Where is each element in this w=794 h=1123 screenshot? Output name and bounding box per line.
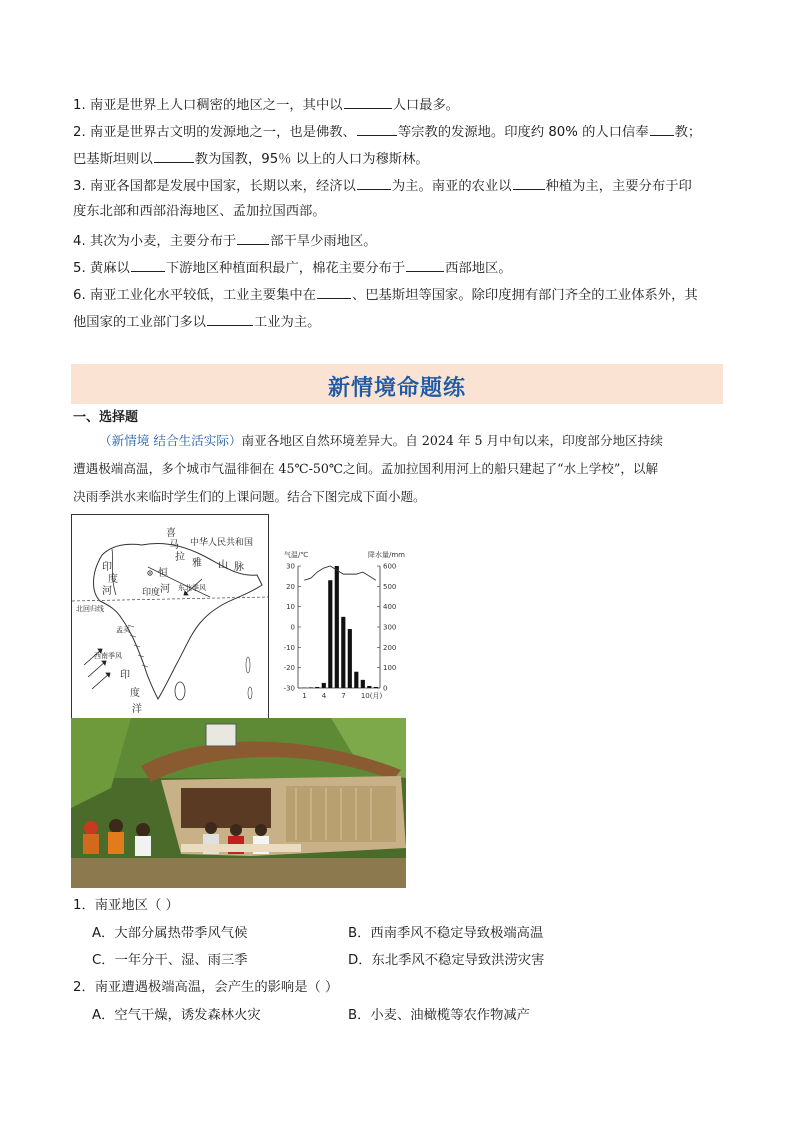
intro-line-2: 遭遇极端高温，多个城市气温徘徊在 45℃-50℃之间。孟加拉国利用河上的船只建起了“水上学校”，以解 xyxy=(73,461,659,476)
chart-precip-bar xyxy=(374,687,378,688)
chart-x-tick: 4 xyxy=(321,692,327,700)
map-label-ganges: 河 xyxy=(160,584,170,595)
chart-x-tick: 10(月) xyxy=(360,692,383,700)
fill-in-line xyxy=(73,121,701,143)
chart-precip-bar xyxy=(335,566,339,688)
fill-in-text: 度东北部和西部沿海地区、孟加拉国西部。 xyxy=(73,204,326,219)
map-label-indian-ocean: 洋 xyxy=(132,704,142,715)
answer-option[interactable]: A．大部分属热带季风气候 xyxy=(92,926,248,941)
fill-in-text: 为主。南亚的农业以 xyxy=(391,179,512,194)
fill-in-line xyxy=(73,284,698,306)
map-label-indus: 河 xyxy=(102,586,112,597)
fill-in-line xyxy=(73,202,326,222)
sri-lanka xyxy=(175,682,185,700)
intro-line-3: 决雨季洪水来临时学生们的上课问题。结合下图完成下面小题。 xyxy=(73,489,426,504)
fill-in-line xyxy=(73,94,459,116)
south-asia-map xyxy=(71,514,269,720)
map-label-indian-ocean: 印 xyxy=(120,670,130,681)
chart-temp-tick: 0 xyxy=(290,623,295,632)
chart-precip-tick: 600 xyxy=(383,562,397,571)
chart-temp-tick: 20 xyxy=(286,582,295,591)
answer-option[interactable]: C．一年分干、湿、雨三季 xyxy=(92,953,248,968)
chart-x-tick: 7 xyxy=(341,692,346,700)
answer-blank[interactable] xyxy=(131,257,165,272)
fill-in-line xyxy=(73,148,429,170)
intro-tag: （新情境 结合生活实际） xyxy=(99,433,242,448)
map-label-sw-monsoon: 西南季风 xyxy=(94,652,122,660)
intro-text-1: 南亚各地区自然环境差异大。自 2024 年 5 月中旬以来，印度部分地区持续 xyxy=(241,433,663,448)
fill-in-line xyxy=(73,257,512,279)
fill-in-text: 教； xyxy=(674,125,702,140)
chart-precip-bar xyxy=(322,683,326,688)
fill-in-text: 4. 其次为小麦，主要分布于 xyxy=(73,234,237,249)
chart-precip-bar xyxy=(367,686,371,688)
map-label-indus: 度 xyxy=(108,574,118,585)
map-label-ne-monsoon: 东北季风 xyxy=(178,584,206,592)
answer-blank[interactable] xyxy=(317,284,351,299)
chart-precip-tick: 500 xyxy=(383,582,397,591)
chart-temp-line xyxy=(304,566,376,580)
map-label-ganges: 恒 xyxy=(158,568,168,579)
fill-in-text: 5. 黄麻以 xyxy=(73,261,130,276)
chart-precip-bar xyxy=(348,629,352,688)
fill-in-text: 种植为主，主要分布于印 xyxy=(545,179,692,194)
answer-blank[interactable] xyxy=(357,121,397,136)
chart-precip-tick: 100 xyxy=(383,664,397,673)
banner-title: 新情境命题练 xyxy=(327,376,466,401)
map-label-china: 中华人民共和国 xyxy=(190,538,254,548)
chart-left-axis-label: 气温/℃ xyxy=(284,551,309,559)
chart-precip-bar xyxy=(315,687,319,688)
answer-blank[interactable] xyxy=(154,148,194,163)
fill-in-text: 3. 南亚各国都是发展中国家，长期以来，经济以 xyxy=(73,179,356,194)
fill-in-text: 1. 南亚是世界上人口稠密的地区之一，其中以 xyxy=(73,98,343,113)
fill-in-text: 教为国教，95％ 以上的人口为穆斯林。 xyxy=(194,152,429,167)
chart-temp-tick: -30 xyxy=(283,684,295,693)
question-stem: 1．南亚地区（ ） xyxy=(73,898,179,913)
chart-precip-tick: 300 xyxy=(383,623,397,632)
chart-precip-bar xyxy=(354,672,358,688)
map-label-himalaya: 雅 xyxy=(192,558,202,569)
chart-right-axis-label: 降水量/mm xyxy=(368,551,405,559)
answer-option[interactable]: B．西南季风不稳定导致极端高温 xyxy=(348,926,544,941)
chart-x-tick: 1 xyxy=(302,692,307,700)
fill-in-line xyxy=(73,230,377,252)
answer-blank[interactable] xyxy=(357,175,391,190)
fill-in-text: 2. 南亚是世界古文明的发源地之一，也是佛教、 xyxy=(73,125,356,140)
fill-in-text: 等宗教的发源地。印度约 80% 的人口信奉 xyxy=(397,125,649,140)
map-label-himalaya: 喜 xyxy=(166,528,176,539)
chart-precip-tick: 200 xyxy=(383,643,397,652)
fill-in-line xyxy=(73,311,320,333)
fill-in-text: 巴基斯坦则以 xyxy=(73,152,153,167)
map-label-himalaya: 拉 xyxy=(175,552,185,563)
answer-option[interactable]: A．空气干燥，诱发森林火灾 xyxy=(92,1008,261,1023)
floating-school-photo xyxy=(71,718,406,888)
chart-temp-tick: -20 xyxy=(283,664,295,673)
answer-blank[interactable] xyxy=(406,257,444,272)
fill-in-text: 6. 南亚工业化水平较低，工业主要集中在 xyxy=(73,288,316,303)
climate-chart xyxy=(276,548,412,710)
answer-option[interactable]: D．东北季风不稳定导致洪涝灾害 xyxy=(348,953,545,968)
chart-temp-tick: 30 xyxy=(286,562,295,571)
answer-blank[interactable] xyxy=(513,175,545,190)
fill-in-text: 下游地区种植面积最广，棉花主要分布于 xyxy=(165,261,406,276)
answer-blank[interactable] xyxy=(237,230,269,245)
map-label-tropic: 北回归线 xyxy=(76,605,104,613)
chart-precip-bar xyxy=(328,580,332,688)
map-label-mumbai: 孟买 xyxy=(116,626,130,634)
section-heading: 一、选择题 xyxy=(73,410,139,425)
chart-precip-bar xyxy=(341,617,345,688)
fill-in-text: 他国家的工业部门多以 xyxy=(73,315,206,330)
fill-in-text: 部干旱少雨地区。 xyxy=(270,234,377,249)
chart-precip-tick: 0 xyxy=(383,684,388,693)
chart-precip-bar xyxy=(361,680,365,688)
map-label-indus: 印 xyxy=(102,562,112,573)
fill-in-text: 人口最多。 xyxy=(392,98,460,113)
fill-in-text: 、巴基斯坦等国家。除印度拥有部门齐全的工业体系外，其 xyxy=(351,288,698,303)
chart-precip-bar xyxy=(309,687,313,688)
map-label-himalaya: 马 xyxy=(169,540,179,551)
map-label-indian-ocean: 度 xyxy=(130,688,140,699)
chart-precip-tick: 400 xyxy=(383,603,397,612)
section-banner xyxy=(71,364,723,404)
intro-line-1 xyxy=(73,427,723,455)
question-stem: 2．南亚遭遇极端高温，会产生的影响是（ ） xyxy=(73,980,339,995)
fill-in-text: 西部地区。 xyxy=(445,261,512,276)
chart-temp-tick: 10 xyxy=(286,603,295,612)
answer-blank[interactable] xyxy=(650,121,674,136)
chart-temp-tick: -10 xyxy=(283,643,295,652)
fill-in-text: 工业为主。 xyxy=(253,315,321,330)
answer-blank[interactable] xyxy=(344,94,392,109)
map-label-himalaya: 山 xyxy=(218,560,228,571)
fill-in-line xyxy=(73,175,692,197)
map-label-india: 印度 xyxy=(142,588,161,598)
map-label-himalaya: 脉 xyxy=(234,562,244,573)
answer-option[interactable]: B．小麦、油橄榄等农作物减产 xyxy=(348,1008,530,1023)
answer-blank[interactable] xyxy=(207,311,253,326)
